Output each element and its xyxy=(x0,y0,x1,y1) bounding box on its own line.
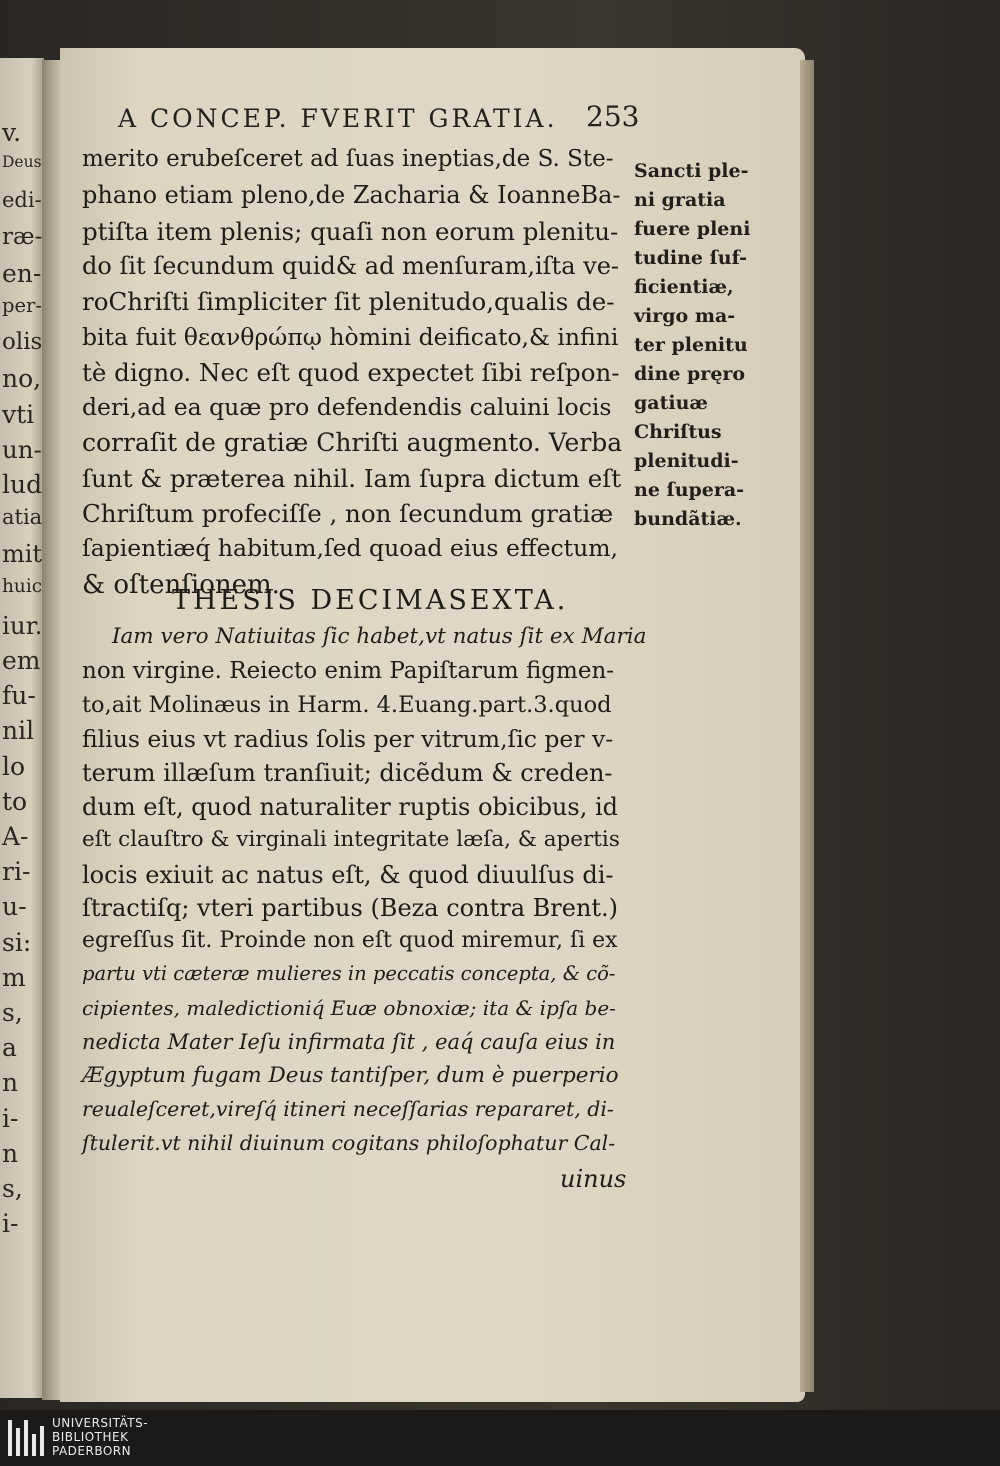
margin-note: ter plenitu xyxy=(634,334,748,356)
margin-note: tudine ſuf- xyxy=(634,247,747,269)
running-head: A CONCEP. FVERIT GRATIA. xyxy=(118,104,558,133)
logo-line: UNIVERSITÄTS- xyxy=(52,1416,149,1430)
left-page-fragment: atia xyxy=(2,505,43,530)
footer-bar xyxy=(0,1410,1000,1466)
library-logo-icon xyxy=(8,1420,44,1456)
left-page-fragment: ræ- xyxy=(2,223,43,250)
left-page-fragment: s, xyxy=(2,1174,23,1203)
text-line: Chriſtum profeciſſe , non ſecundum gratiæ xyxy=(82,499,614,528)
logo-line: BIBLIOTHEK xyxy=(52,1430,129,1444)
text-line: deri,ad ea quæ pro defendendis caluini locis xyxy=(82,393,612,422)
text-line: cipientes, maledictioniq́ Euæ obnoxiæ; ita & ipſa be- xyxy=(82,995,616,1020)
left-page-fragment: huic xyxy=(2,575,43,597)
text-line: locis exiuit ac natus eſt, & quod diuulſus di- xyxy=(82,860,614,889)
text-line: Ægyptum fugam Deus tantiſper, dum è puerperio xyxy=(82,1063,619,1089)
text-line: nedicta Mater Ieſu infirmata ſit , eaq́ cauſa eius in xyxy=(82,1029,616,1054)
left-page-fragment: A- xyxy=(2,822,29,851)
left-page-fragment: un- xyxy=(2,434,42,464)
text-line: bita fuit θεανθρώπῳ hòmini deificato,& infini xyxy=(82,322,619,351)
margin-note: gatiuæ xyxy=(634,392,708,414)
left-page-fragment: to xyxy=(2,786,28,816)
text-line: tè digno. Nec eſt quod expectet ſibi reſpon- xyxy=(82,357,620,387)
left-page-fragment: Deus xyxy=(2,153,42,172)
left-page-fragment: ri- xyxy=(2,857,31,887)
text-line: ſtulerit.vt nihil diuinum cogitans philoſophatur Cal- xyxy=(82,1131,616,1155)
left-page-fragment: m xyxy=(2,962,26,992)
left-page-fragment: i- xyxy=(2,1103,19,1133)
text-line: reualeſceret,vireſq́ itineri neceſſarias repararet, di- xyxy=(82,1097,614,1122)
left-page-edge xyxy=(0,58,44,1398)
margin-note: Sancti ple- xyxy=(634,160,749,182)
left-page-fragment: v. xyxy=(2,118,22,147)
text-line: non virgine. Reiecto enim Papiſtarum figmen- xyxy=(82,657,615,684)
text-line: to,ait Molinæus in Harm. 4.Euang.part.3.quod xyxy=(82,691,612,718)
text-line: partu vti cæteræ mulieres in peccatis concepta, & cõ- xyxy=(82,962,616,985)
text-line: ſapientiæq́ habitum,ſed quoad eius effectum, xyxy=(82,534,618,563)
left-page-fragment: per- xyxy=(2,294,42,317)
text-line: eſt clauſtro & virginali integritate læſa, & apertis xyxy=(82,826,620,852)
text-line: corraſit de gratiæ Chriſti augmento. Verba xyxy=(82,428,623,458)
margin-note: ne ſupera- xyxy=(634,479,745,501)
text-line: & oſtenſionem. xyxy=(82,569,280,600)
text-line: merito erubeſceret ad ſuas ineptias,de S. Ste- xyxy=(82,146,614,172)
text-line: egreſſus ſit. Proinde non eſt quod miremur, ſi ex xyxy=(82,928,618,954)
left-page-fragment: n xyxy=(2,1138,19,1168)
left-page-fragment: i- xyxy=(2,1209,19,1239)
left-page-fragment: iur. xyxy=(2,610,43,640)
text-line: filius eius vt radius ſolis per vitrum,ſic per v- xyxy=(82,725,614,754)
margin-note: virgo ma- xyxy=(634,305,736,327)
page-edge xyxy=(800,60,814,1392)
margin-note: plenitudi- xyxy=(634,450,739,472)
thesis-heading: THESIS DECIMASEXTA. xyxy=(172,585,569,616)
margin-note: dine pręro xyxy=(634,363,746,385)
text-line: dum eſt, quod naturaliter ruptis obicibus, id xyxy=(82,793,619,821)
left-page-fragment: n xyxy=(2,1068,19,1098)
margin-note: ficientiæ, xyxy=(634,276,734,298)
left-page-fragment: fu- xyxy=(2,681,36,711)
left-page-fragment: edi- xyxy=(2,188,42,213)
margin-note: bundãtiæ. xyxy=(634,508,742,530)
margin-note: Chriſtus xyxy=(634,421,722,443)
left-page-fragment: u- xyxy=(2,892,27,922)
left-page-fragment: lud xyxy=(2,470,43,499)
left-page-fragment: vti xyxy=(2,399,35,429)
left-page-fragment: a xyxy=(2,1033,17,1063)
left-page-fragment: olis xyxy=(2,329,43,356)
left-page-fragment: mit xyxy=(2,540,43,569)
text-line: roChriſti ſimpliciter ſit plenitudo,qualis de- xyxy=(82,287,615,317)
left-page-fragment: s, xyxy=(2,998,23,1027)
page-number: 253 xyxy=(586,100,640,133)
text-line: Iam vero Natiuitas ſic habet,vt natus ſit ex Maria xyxy=(112,624,647,649)
margin-note: fuere pleni xyxy=(634,218,751,240)
left-page-fragment: em xyxy=(2,646,41,675)
left-page-fragment: si: xyxy=(2,927,32,957)
left-page-fragment: nil xyxy=(2,716,35,746)
text-line: ſunt & præterea nihil. Iam ſupra dictum eſt xyxy=(82,463,622,493)
left-page-fragment: no, xyxy=(2,364,42,394)
text-line: terum illæſum tranſiuit; dicẽdum & creden- xyxy=(82,759,613,788)
margin-note: ni gratia xyxy=(634,189,726,211)
left-page-fragment: en- xyxy=(2,258,42,288)
library-logo-text xyxy=(52,1416,148,1458)
text-line: ptiſta item plenis; quaſi non eorum plenitu- xyxy=(82,216,619,246)
text-line: do ſit ſecundum quid& ad menſuram,iſta ve- xyxy=(82,251,620,280)
catchword: uinus xyxy=(560,1165,627,1193)
text-line: phano etiam pleno,de Zacharia & IoanneBa- xyxy=(82,181,621,210)
logo-line: PADERBORN xyxy=(52,1444,132,1458)
text-line: ſtractiſq; vteri partibus (Beza contra Brent.) xyxy=(82,894,619,923)
left-page-fragment: lo xyxy=(2,751,26,781)
